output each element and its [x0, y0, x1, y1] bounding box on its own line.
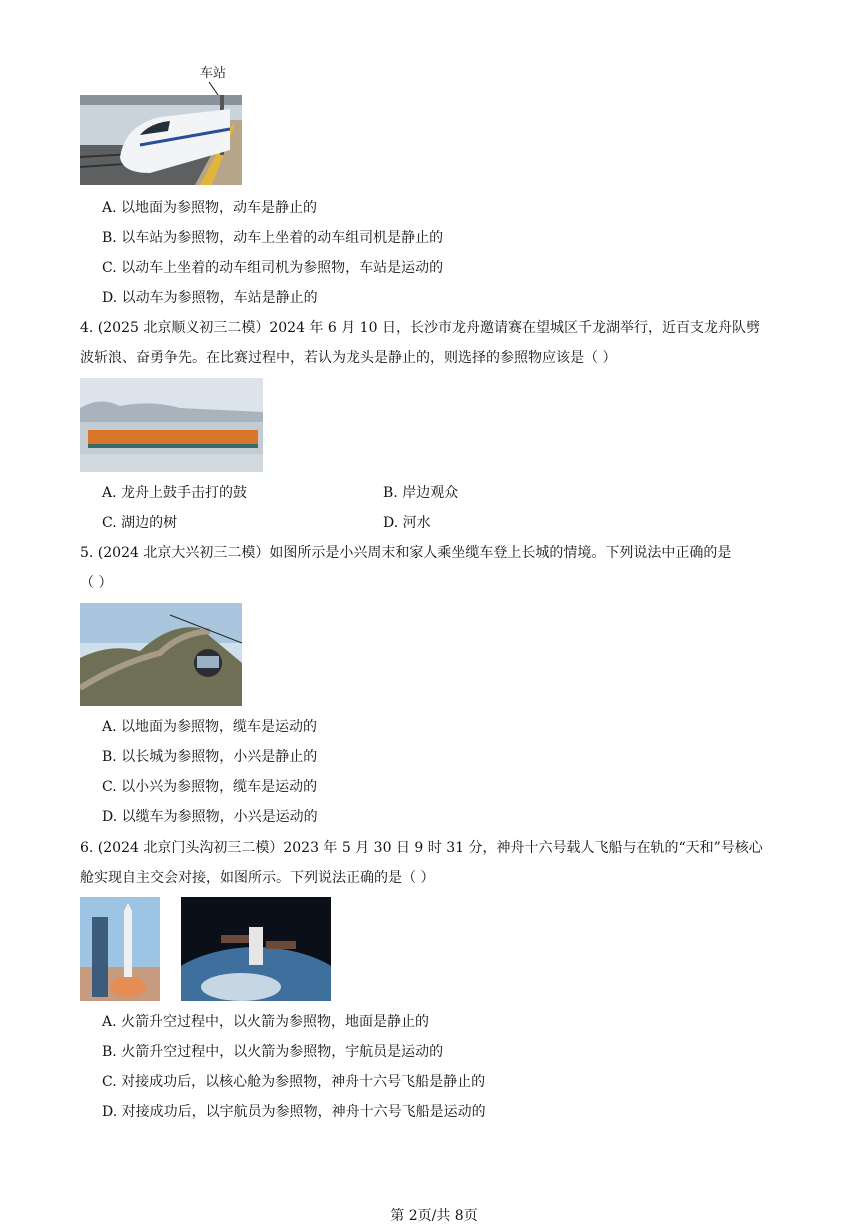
- q6-option-d: D. 对接成功后，以宇航员为参照物，神舟十六号飞船是运动的: [102, 1104, 486, 1120]
- q6-option-b: B. 火箭升空过程中，以火箭为参照物，宇航员是运动的: [102, 1044, 444, 1060]
- figure-label-station: 车站: [200, 66, 227, 81]
- space-station-image: [181, 897, 331, 1001]
- q4-option-c: C. 湖边的树: [102, 515, 178, 531]
- q6-stem-line2: 舱实现自主交会对接，如图所示。下列说法正确的是（ ）: [80, 870, 435, 886]
- great-wall-cable-car-image: [80, 603, 242, 706]
- q3-option-a: A. 以地面为参照物，动车是静止的: [102, 200, 318, 216]
- train-station-image: [80, 95, 242, 185]
- q5-option-d: D. 以缆车为参照物，小兴是运动的: [102, 809, 318, 825]
- q5-option-a: A. 以地面为参照物，缆车是运动的: [102, 719, 318, 735]
- q4-stem-line2: 波斩浪、奋勇争先。在比赛过程中，若认为龙头是静止的，则选择的参照物应该是（ ）: [80, 350, 617, 366]
- q5-stem-line1: 5. (2024 北京大兴初三二模）如图所示是小兴周末和家人乘坐缆车登上长城的情境。下列说法中正确的是: [80, 545, 732, 561]
- q4-option-a: A. 龙舟上鼓手击打的鼓: [102, 485, 248, 501]
- q4-option-b: B. 岸边观众: [383, 485, 459, 501]
- q6-option-a: A. 火箭升空过程中，以火箭为参照物，地面是静止的: [102, 1014, 430, 1030]
- q5-stem-line2: （ ）: [80, 575, 113, 591]
- q5-option-b: B. 以长城为参照物，小兴是静止的: [102, 749, 318, 765]
- dragon-boat-image: [80, 378, 263, 472]
- q6-option-c: C. 对接成功后，以核心舱为参照物，神舟十六号飞船是静止的: [102, 1074, 486, 1090]
- q3-option-d: D. 以动车为参照物，车站是静止的: [102, 290, 318, 306]
- q6-stem-line1: 6. (2024 北京门头沟初三二模）2023 年 5 月 30 日 9 时 31 分，神舟十六号载人飞船与在轨的“天和”号核心: [80, 840, 763, 856]
- q4-stem-line1: 4. (2025 北京顺义初三二模）2024 年 6 月 10 日，长沙市龙舟邀请赛在望城区千龙湖举行，近百支龙舟队劈: [80, 320, 760, 336]
- q3-option-c: C. 以动车上坐着的动车组司机为参照物，车站是运动的: [102, 260, 444, 276]
- page-number-footer: 第 2页/共 8页: [390, 1208, 478, 1224]
- q4-option-d: D. 河水: [383, 515, 431, 531]
- q5-option-c: C. 以小兴为参照物，缆车是运动的: [102, 779, 318, 795]
- q3-option-b: B. 以车站为参照物，动车上坐着的动车组司机是静止的: [102, 230, 444, 246]
- rocket-launch-image: [80, 897, 160, 1001]
